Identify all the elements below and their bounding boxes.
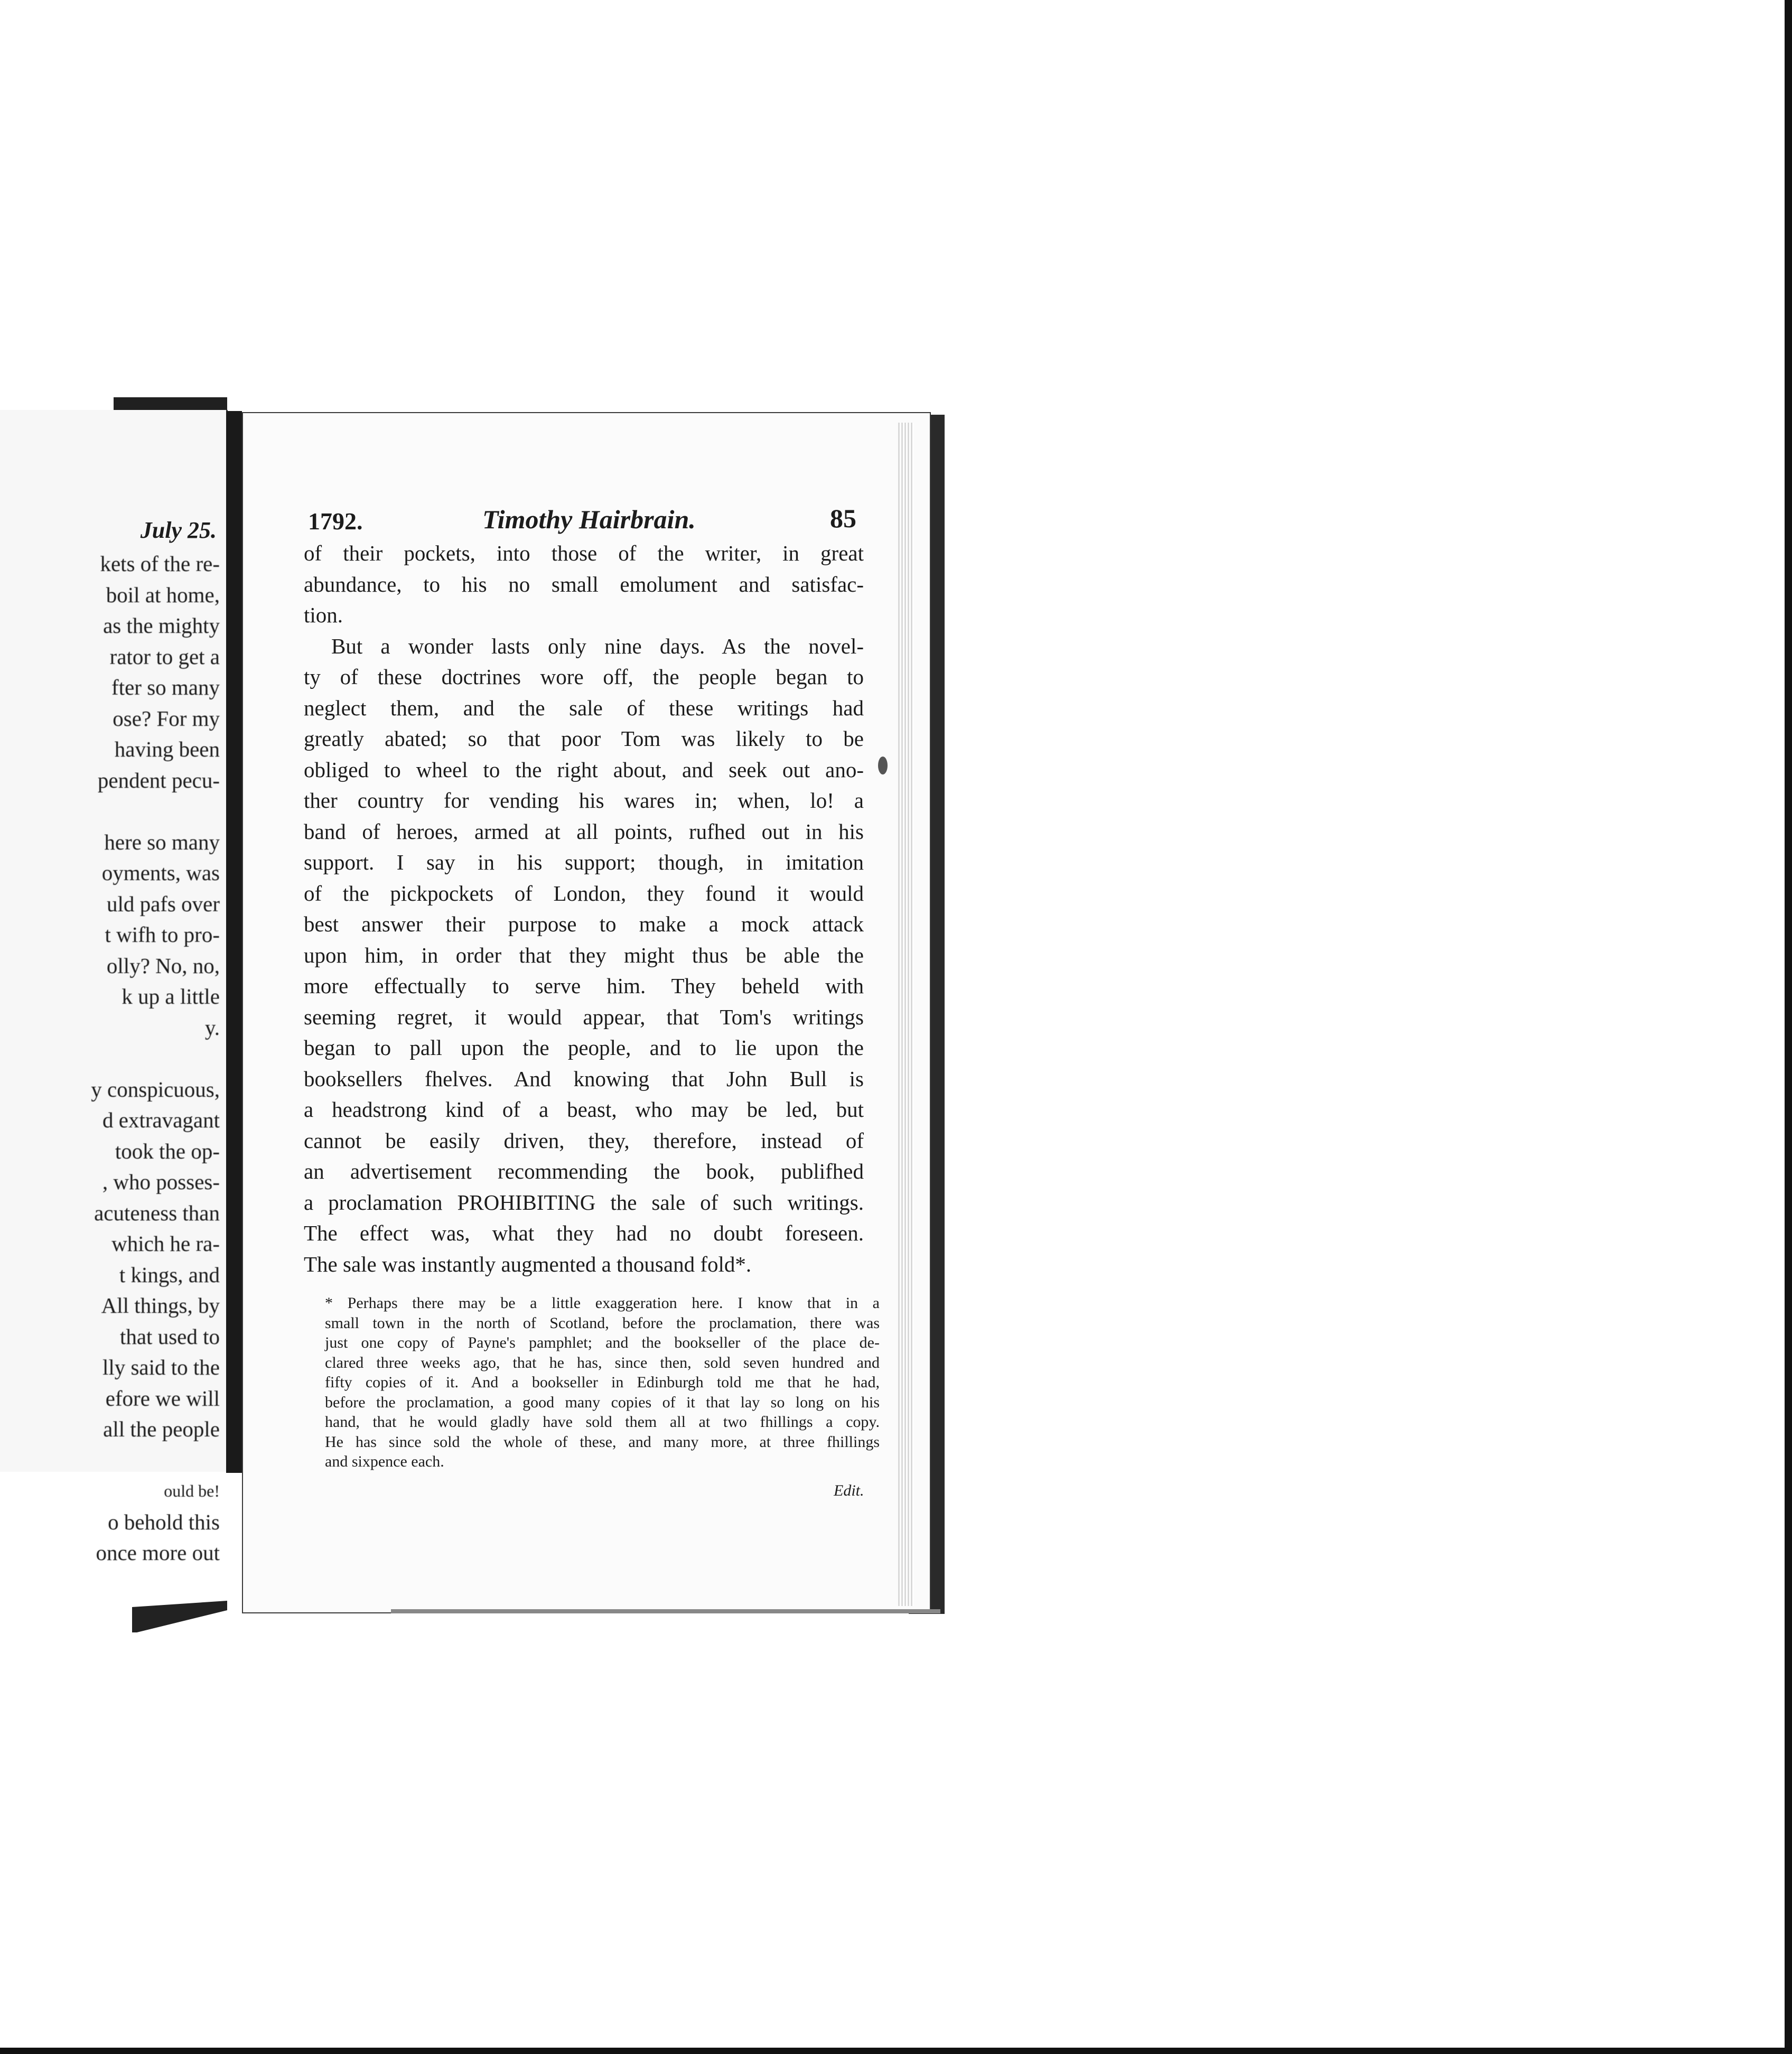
left-line: took the op-: [115, 1138, 220, 1163]
left-line: k up a little: [122, 984, 220, 1009]
footnote-line: hand, that he would gladly have sold them all at two fhillings a copy.: [325, 1413, 880, 1431]
page-bottom-edge: [391, 1609, 940, 1613]
left-line: [0, 796, 220, 827]
body-line: of their pockets, into those of the writer, in great: [304, 541, 864, 565]
scan-border-right: [1785, 0, 1792, 2054]
left-line: o behold this: [108, 1509, 220, 1534]
footnote: [325, 1293, 880, 1472]
left-line: olly? No, no,: [106, 953, 220, 978]
left-line: kets of the re-: [100, 552, 220, 576]
body-line: band of heroes, armed at all points, rufhed out in his: [304, 819, 864, 844]
body-line: greatly abated; so that poor Tom was likely to be: [304, 726, 864, 751]
left-page-text: [0, 548, 220, 1568]
left-line: oyments, was: [101, 861, 220, 885]
page-number: 85: [830, 503, 856, 533]
body-line: The sale was instantly augmented a thousand fold*.: [304, 1252, 752, 1276]
left-line: t wifh to pro-: [105, 922, 220, 947]
left-line: efore we will: [105, 1386, 220, 1411]
body-line: ther country for vending his wares in; when, lo! a: [304, 788, 864, 813]
body-line: upon him, in order that they might thus be able the: [304, 942, 864, 967]
left-line: acuteness than: [94, 1200, 220, 1225]
left-line: having been: [114, 737, 220, 761]
body-line: more effectually to serve him. They beheld with: [304, 974, 864, 998]
body-line: obliged to wheel to the right about, and seek out ano-: [304, 757, 864, 782]
body-line: support. I say in his support; though, in imitation: [304, 850, 864, 874]
left-line: fter so many: [111, 675, 220, 699]
scan-border-bottom: [0, 2048, 1792, 2054]
left-line: All things, by: [101, 1293, 220, 1318]
body-line: cannot be easily driven, they, therefore, instead of: [304, 1128, 864, 1153]
left-line: , who posses-: [102, 1170, 220, 1194]
body-line: of the pickpockets of London, they found it would: [304, 881, 864, 905]
body-line: ty of these doctrines wore off, the people began to: [304, 665, 864, 689]
running-head: [308, 503, 863, 539]
left-line: rator to get a: [109, 644, 220, 669]
left-footnote: ould be!: [164, 1481, 220, 1500]
footnote-line: and sixpence each.: [325, 1453, 444, 1470]
left-line: y conspicuous,: [91, 1077, 220, 1101]
left-line: that used to: [119, 1324, 220, 1349]
left-gap: [0, 1445, 220, 1476]
footnote-line: before the proclamation, a good many copies of it that lay so long on his: [325, 1393, 880, 1411]
footnote-line: He has since sold the whole of these, and many more, at three fhillings: [325, 1433, 880, 1451]
left-running-head: July 25.: [140, 517, 217, 543]
body-line: booksellers fhelves. And knowing that John Bull is: [304, 1066, 864, 1091]
body-line: The effect was, what they had no doubt foreseen.: [304, 1221, 864, 1245]
left-line: once more out: [96, 1541, 220, 1565]
body-line: But a wonder lasts only nine days. As the novel-: [331, 633, 864, 658]
left-line: t kings, and: [119, 1262, 220, 1287]
left-line: here so many: [104, 829, 220, 854]
footnote-line: small town in the north of Scotland, before the proclamation, there was: [325, 1314, 880, 1332]
left-line: pendent pecu-: [97, 768, 220, 792]
body-line: best answer their purpose to make a mock attack: [304, 912, 864, 936]
body-line: a headstrong kind of a beast, who may be led, but: [304, 1097, 864, 1122]
left-line: uld pafs over: [106, 891, 220, 916]
body-line: tion.: [304, 603, 343, 627]
body-line: began to pall upon the people, and to lie upon the: [304, 1035, 864, 1060]
left-line: which he ra-: [111, 1231, 220, 1256]
left-line: boil at home,: [106, 582, 220, 607]
left-line: all the people: [103, 1417, 220, 1441]
left-line: [0, 1043, 220, 1074]
page-edges: [898, 423, 914, 1606]
footnote-signature: Edit.: [834, 1482, 864, 1499]
footnote-line: fifty copies of it. And a bookseller in Edinburgh told me that he had,: [325, 1374, 880, 1391]
left-page: [0, 410, 228, 1565]
body-line: abundance, to his no small emolument and satisfac-: [304, 572, 864, 596]
body-text: [304, 538, 864, 1280]
left-line: d extravagant: [102, 1108, 220, 1132]
body-line: an advertisement recommending the book, publifhed: [304, 1159, 864, 1183]
left-line: as the mighty: [103, 613, 220, 638]
left-line: y.: [204, 1015, 220, 1040]
left-line: ose? For my: [113, 706, 220, 731]
ink-speck: [878, 757, 888, 774]
running-head-year: 1792.: [308, 508, 363, 535]
left-line: lly said to the: [102, 1355, 220, 1379]
body-line: seeming regret, it would appear, that Tom's writings: [304, 1004, 864, 1029]
footnote-line: just one copy of Payne's pamphlet; and the bookseller of the place de-: [325, 1334, 880, 1351]
body-line: a proclamation PROHIBITING the sale of such writings.: [304, 1190, 864, 1215]
footnote-line: clared three weeks ago, that he has, since then, sold seven hundred and: [325, 1353, 880, 1371]
page-corner-flap: [132, 1601, 227, 1632]
footnote-line: * Perhaps there may be a little exaggeration here. I know that in a: [325, 1294, 880, 1312]
running-head-title: Timothy Hairbrain.: [482, 505, 696, 534]
body-line: neglect them, and the sale of these writings had: [304, 695, 864, 720]
book-gutter: [226, 411, 242, 1473]
